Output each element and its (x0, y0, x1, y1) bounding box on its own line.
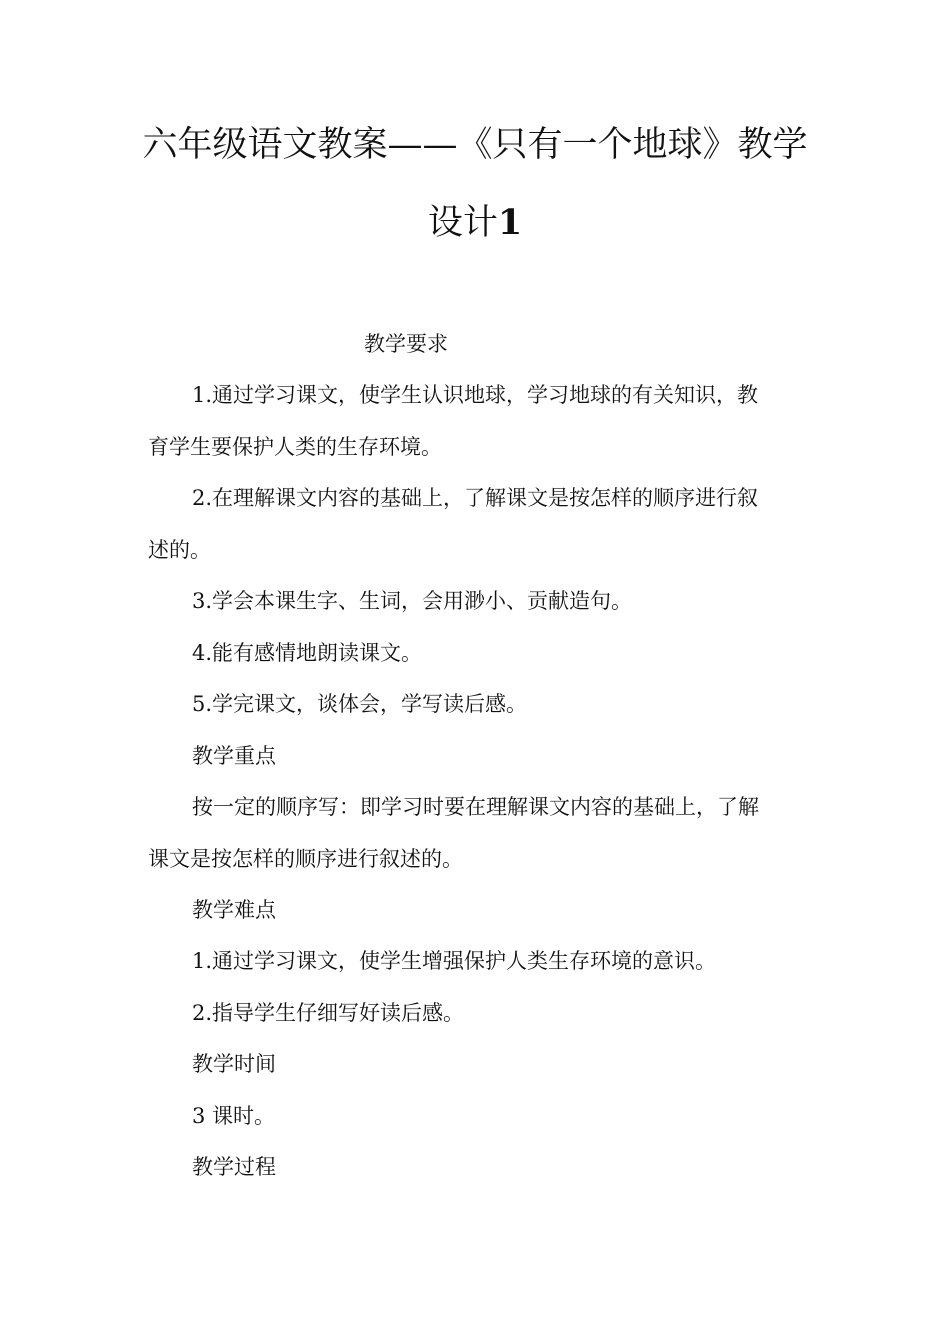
document-title-line-2 (130, 203, 820, 243)
focus-heading: 教学重点 (192, 744, 276, 768)
process-heading: 教学过程 (192, 1155, 276, 1179)
requirement-3: 3.学会本课生字、生词，会用渺小、贡献造句。 (192, 589, 633, 613)
requirements-heading: 教学要求 (364, 332, 448, 356)
requirement-4: 4.能有感情地朗读课文。 (192, 641, 423, 665)
difficulty-1: 1.通过学习课文，使学生增强保护人类生存环境的意识。 (192, 949, 717, 973)
requirement-5: 5.学完课文，谈体会，学写读后感。 (192, 692, 528, 716)
time-heading: 教学时间 (192, 1052, 276, 1076)
requirement-1-line-1: 1.通过学习课文，使学生认识地球，学习地球的有关知识，教 (192, 383, 759, 407)
focus-line-2: 课文是按怎样的顺序进行叙述的。 (148, 847, 463, 871)
requirement-2-line-1: 2.在理解课文内容的基础上，了解课文是按怎样的顺序进行叙 (192, 486, 759, 510)
requirement-1-line-2: 育学生要保护人类的生存环境。 (148, 435, 442, 459)
requirement-2-line-2: 述的。 (148, 538, 211, 562)
title-number-part: 1 (497, 202, 523, 243)
title-text-part: 设计 (427, 203, 498, 243)
time-value: 3 课时。 (192, 1104, 276, 1128)
document-title-line-1: 六年级语文教案——《只有一个地球》教学 (142, 125, 808, 165)
focus-line-1: 按一定的顺序写：即学习时要在理解课文内容的基础上，了解 (192, 795, 759, 819)
difficulty-heading: 教学难点 (192, 898, 276, 922)
difficulty-2: 2.指导学生仔细写好读后感。 (192, 1001, 465, 1025)
